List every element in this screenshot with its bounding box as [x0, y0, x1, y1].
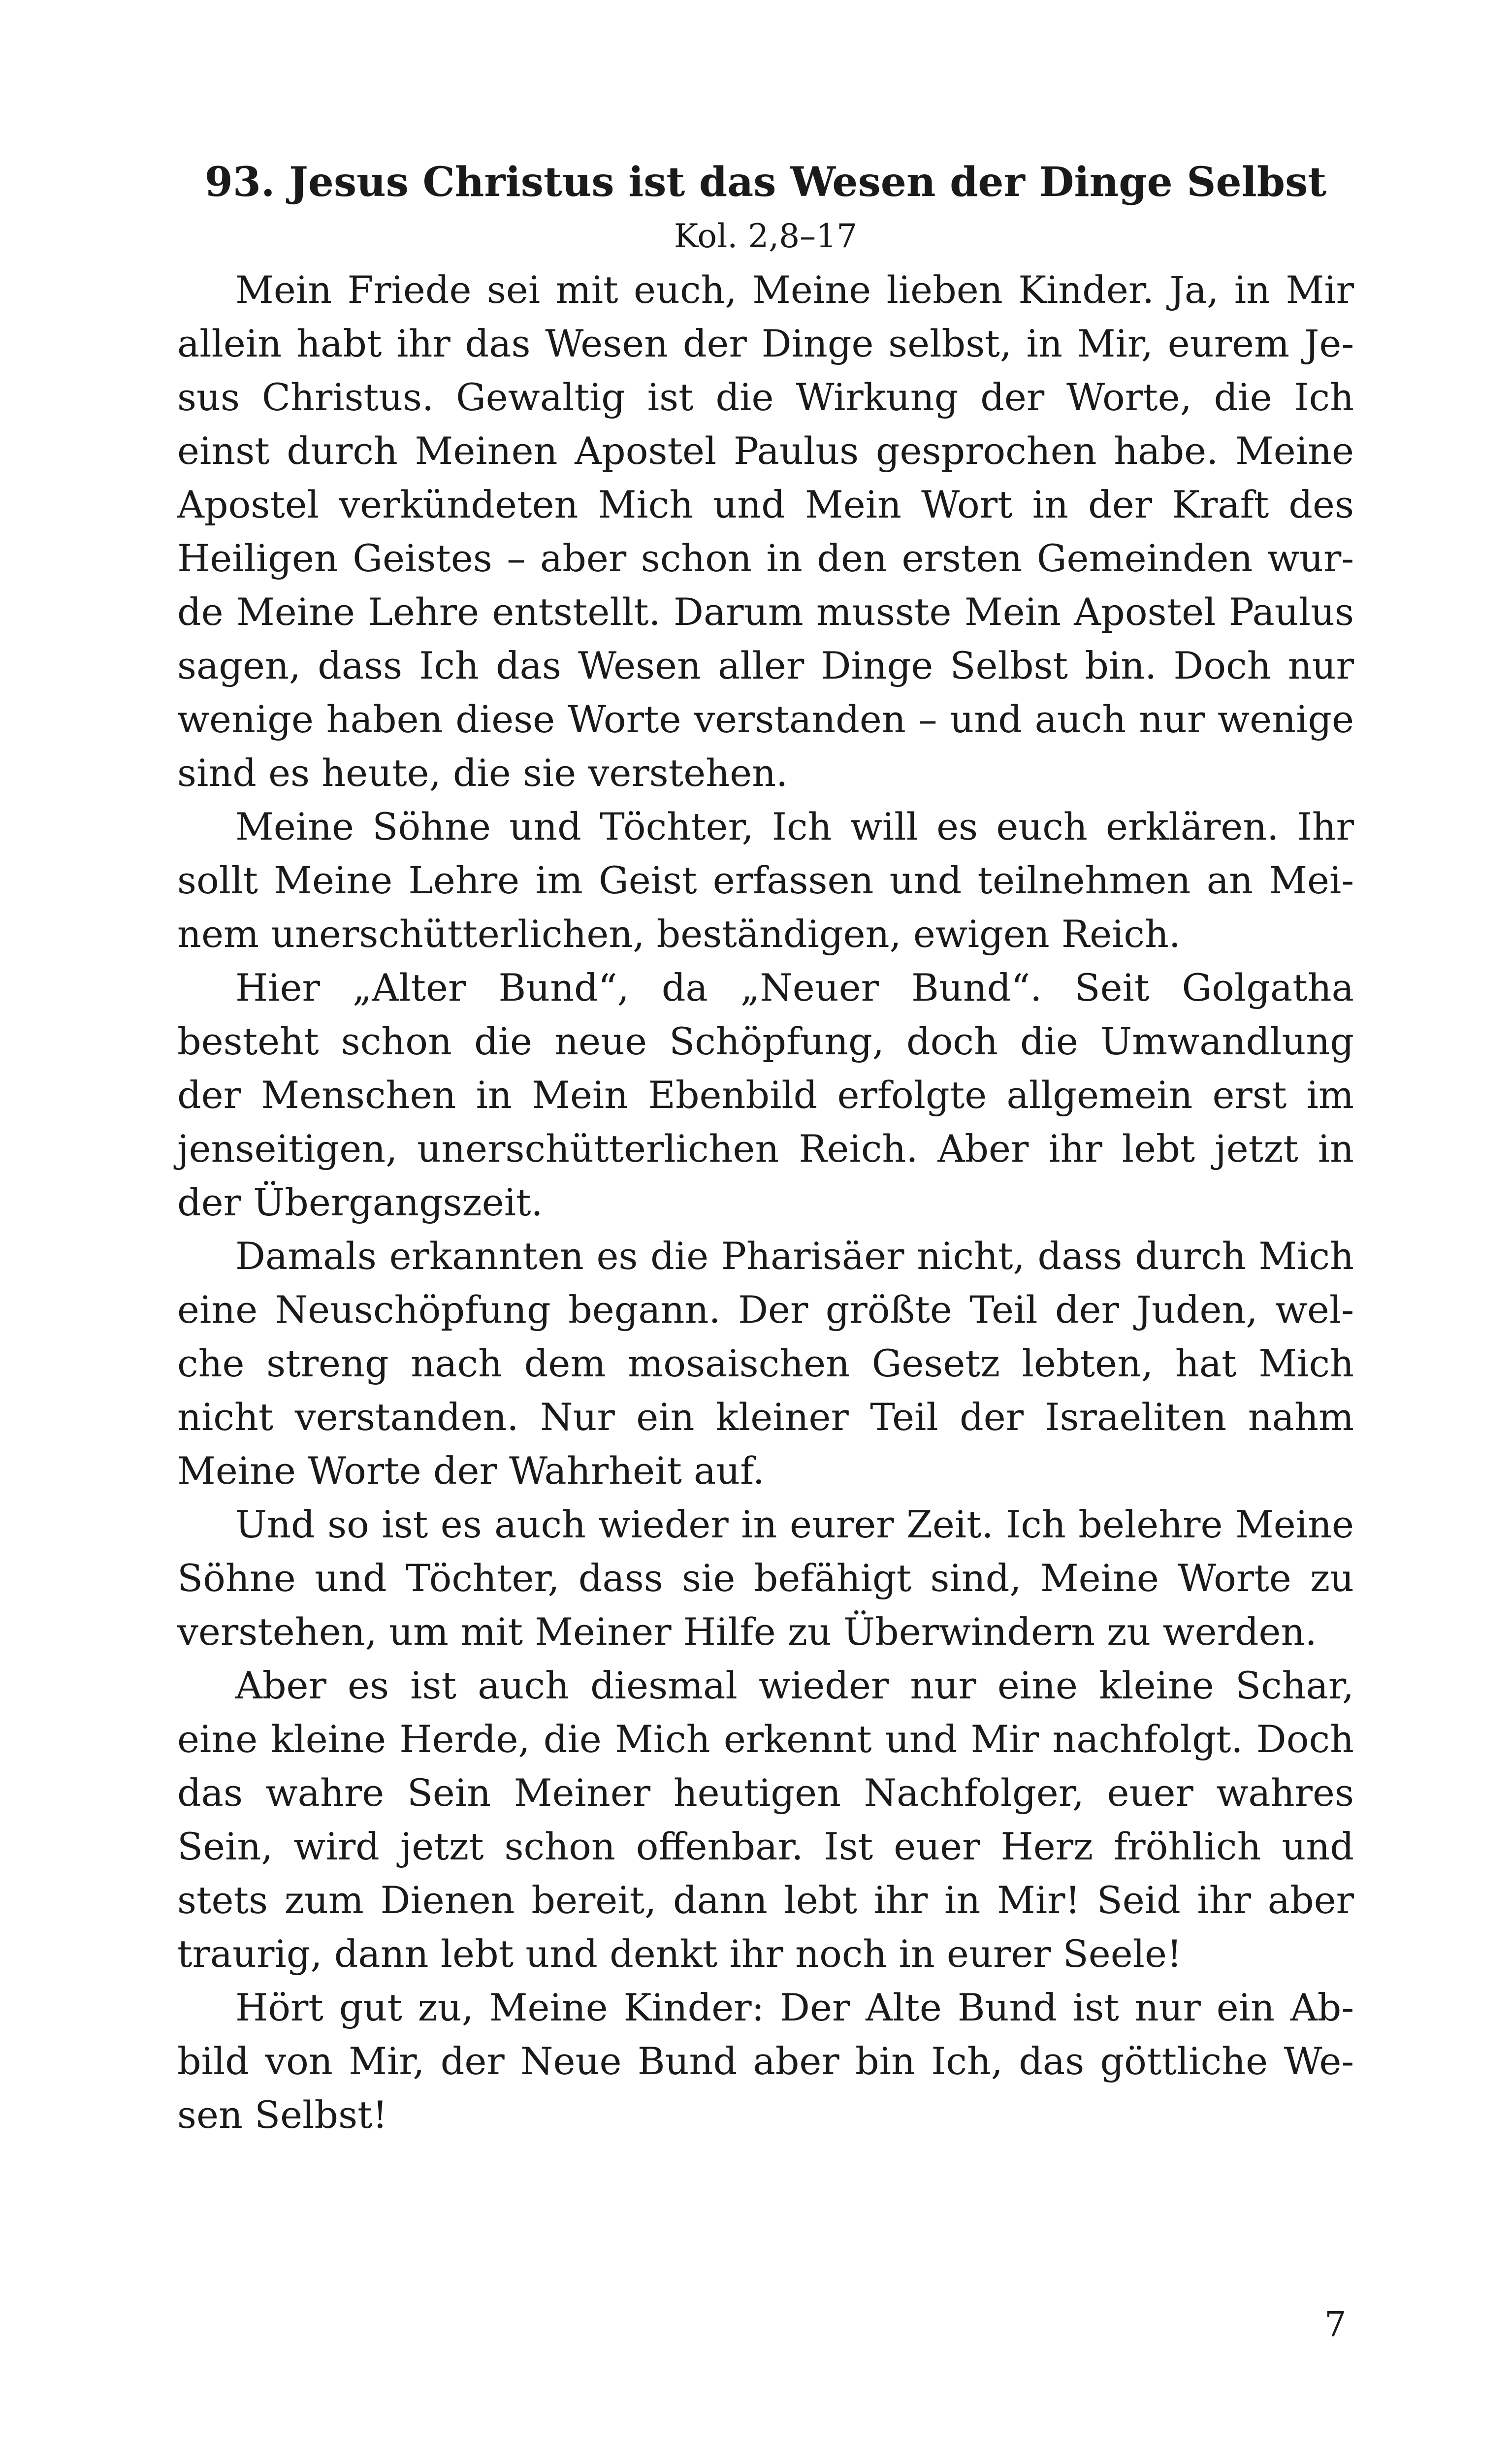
paragraph: Mein Friede sei mit euch, Meine lieben Kinder. Ja, in Mir allein habt ihr das Wesen der Dinge selbst, in Mir, eurem Jesus Christus. Gewaltig ist die Wirkung der Worte, die Ich einst durch Meinen Apostel Paulus gesprochen habe. Meine Apostel verkündeten Mich und Mein Wort in der Kraft des Heiligen Geistes – aber schon in den ersten Gemeinden wurde Meine Lehre entstellt. Darum musste Mein Apostel Paulus sagen, dass Ich das Wesen aller Dinge Selbst bin. Doch nur wenige haben diese Worte verstanden – und auch nur wenige sind es heute, die sie verstehen. [177, 268, 1354, 795]
page-body [177, 153, 1354, 2142]
paragraph: Hört gut zu, Meine Kinder: Der Alte Bund ist nur ein Abbild von Mir, der Neue Bund aber bin Ich, das göttliche Wesen Selbst! [177, 1986, 1354, 2137]
chapter-title: 93. Jesus Christus ist das Wesen der Dinge Selbst [204, 159, 1327, 206]
paragraph: Damals erkannten es die Pharisäer nicht, dass durch Mich eine Neuschöpfung begann. Der größte Teil der Juden, welche streng nach dem mosaischen Gesetz lebten, hat Mich nicht verstanden. Nur ein kleiner Teil der Israeliten nahm Meine Worte der Wahrheit auf. [177, 1234, 1354, 1493]
paragraph: Aber es ist auch diesmal wieder nur eine kleine Schar, eine kleine Herde, die Mich erkennt und Mir nachfolgt. Doch das wahre Sein Meiner heutigen Nachfolger, euer wahres Sein, wird jetzt schon offenbar. Ist euer Herz fröhlich und stets zum Dienen bereit, dann lebt ihr in Mir! Seid ihr aber traurig, dann lebt und denkt ihr noch in eurer Seele! [177, 1663, 1354, 1976]
paragraph: Meine Söhne und Töchter, Ich will es euch erklären. Ihr sollt Meine Lehre im Geist erfassen und teilnehmen an Meinem unerschütterlichen, beständigen, ewigen Reich. [177, 805, 1354, 956]
paragraph: Und so ist es auch wieder in eurer Zeit. Ich belehre Meine Söhne und Töchter, dass sie befähigt sind, Meine Worte zu verstehen, um mit Meiner Hilfe zu Überwindern zu werden. [177, 1502, 1354, 1654]
page-number: 7 [1324, 2304, 1347, 2345]
paragraph: Hier „Alter Bund“, da „Neuer Bund“. Seit Golgatha besteht schon die neue Schöpfung, doch die Umwandlung der Menschen in Mein Ebenbild erfolgte allgemein erst im jenseitigen, unerschütterlichen Reich. Aber ihr lebt jetzt in der Übergangszeit. [177, 966, 1354, 1224]
scripture-reference: Kol. 2,8–17 [674, 217, 858, 255]
